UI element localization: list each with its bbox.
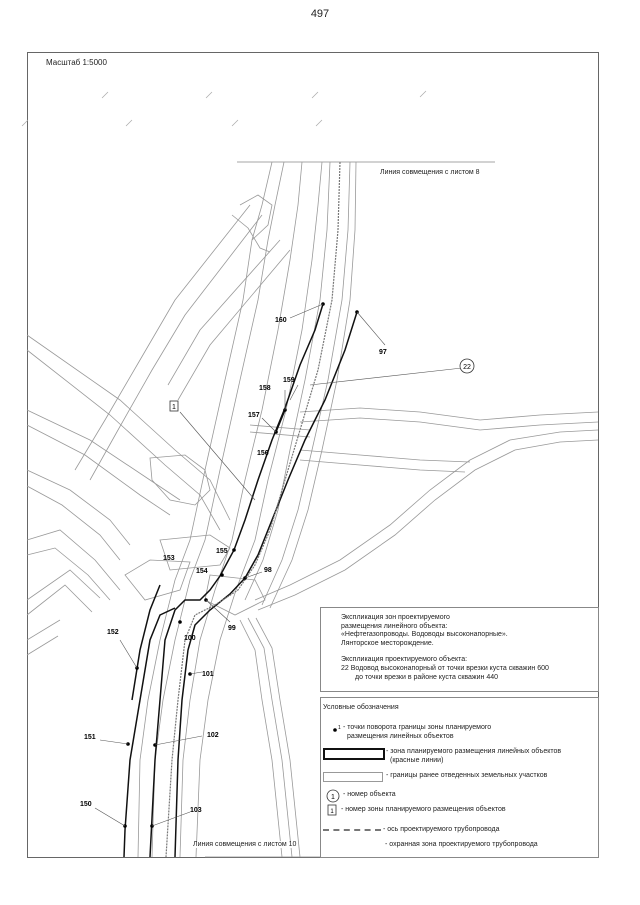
- label-102: 102: [207, 732, 219, 739]
- pipeline-axis: [166, 162, 340, 857]
- label-98: 98: [264, 567, 272, 574]
- legend-box: [320, 697, 599, 858]
- label-157: 157: [248, 412, 260, 419]
- legend-text-3: - границы ранее отведенных земельных участков: [386, 772, 548, 779]
- page-number: 497: [310, 8, 330, 20]
- label-160: 160: [275, 317, 287, 324]
- zones-title-4: Лянторское месторождение.: [341, 639, 434, 647]
- zones-title-3: «Нефтегазопроводы. Водоводы высоконапорные».: [341, 631, 508, 639]
- legend-text-5: - номер зоны планируемого размещения объектов: [341, 806, 506, 813]
- label-156: 156: [257, 450, 269, 457]
- zone-sample-number: 1: [330, 809, 334, 815]
- object-line-1: 22 Водовод высоконапорный от точки врезки куста скважин 600: [341, 664, 549, 672]
- object-number-symbol: [325, 788, 345, 804]
- pipeline-axis-symbol: [323, 829, 381, 831]
- label-152: 152: [107, 629, 119, 636]
- legend-title: Условные обозначения: [323, 704, 399, 711]
- object-number-text: 22: [463, 364, 471, 371]
- object-line-2: до точки врезки в районе куста скважин 440: [355, 673, 498, 681]
- label-154: 154: [196, 568, 208, 575]
- zone-number-text: 1: [172, 404, 176, 411]
- label-101: 101: [202, 671, 214, 678]
- label-155: 155: [216, 548, 228, 555]
- label-158: 158: [259, 385, 271, 392]
- object-title: Экспликация проектируемого объекта:: [341, 656, 468, 664]
- legend-text-2b: (красные линии): [390, 756, 444, 764]
- label-151: 151: [84, 734, 96, 741]
- legend-text-planned-zone: [386, 748, 561, 765]
- label-100: 100: [184, 635, 196, 642]
- zones-title-2: размещения линейного объекта:: [341, 622, 448, 630]
- legend-text-2a: - зона планируемого размещения линейных объектов: [386, 748, 562, 755]
- explication-box: [320, 607, 599, 692]
- label-153: 153: [163, 555, 175, 562]
- turning-point-sample-number: 1: [338, 725, 341, 731]
- label-159: 159: [283, 377, 295, 384]
- legend-text-1a: - точки поворота границы зоны планируемого: [343, 724, 492, 731]
- legend-text-turning-point: [343, 724, 491, 741]
- allotments-symbol: [323, 772, 383, 782]
- object-sample-number: 1: [331, 794, 335, 801]
- match-line-top-label: Линия совмещения с листом 8: [380, 169, 480, 176]
- legend-text-7: - охранная зона проектируемого трубопровода: [385, 841, 538, 848]
- label-150: 150: [80, 801, 92, 808]
- scale-label: Масштаб 1:5000: [46, 58, 107, 67]
- legend-text-4: - номер объекта: [343, 791, 396, 798]
- match-line-bottom-label: Линия совмещения с листом 10: [193, 841, 297, 848]
- legend-text-1b: размещения линейных объектов: [347, 732, 454, 740]
- label-103: 103: [190, 807, 202, 814]
- label-97: 97: [379, 349, 387, 356]
- zones-title-1: Экспликация зон проектируемого: [341, 614, 450, 621]
- planned-zone-symbol: [323, 748, 385, 760]
- label-99: 99: [228, 625, 236, 632]
- legend-text-6: - ось проектируемого трубопровода: [383, 826, 500, 833]
- top-ticks: [22, 91, 426, 126]
